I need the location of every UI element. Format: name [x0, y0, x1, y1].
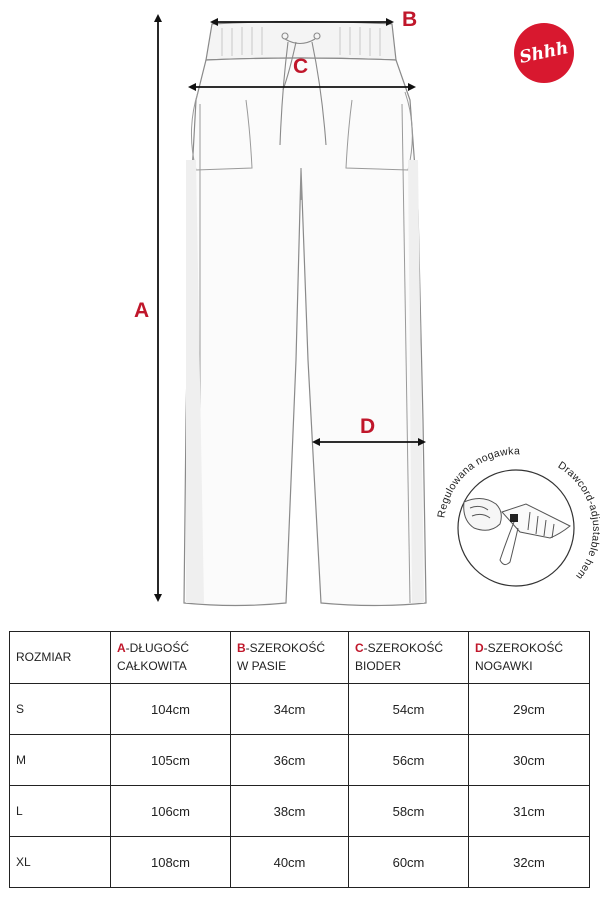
- waist-cell: 34cm: [231, 684, 349, 735]
- header-a: A-DŁUGOŚĆ CAŁKOWITA: [111, 632, 231, 684]
- dimension-label-b: B: [402, 8, 418, 31]
- size-table: [9, 631, 590, 888]
- hip-cell: 58cm: [349, 786, 469, 837]
- size-cell: XL: [10, 837, 111, 888]
- size-cell: M: [10, 735, 111, 786]
- inset-label-en: Drawcord-adjustable hem: [555, 459, 602, 582]
- size-cell: S: [10, 684, 111, 735]
- table-row: [10, 735, 590, 786]
- hip-cell: 60cm: [349, 837, 469, 888]
- hem-detail-illustration: [430, 442, 602, 614]
- size-cell: L: [10, 786, 111, 837]
- dimension-label-c: C: [293, 55, 309, 78]
- waist-cell: 36cm: [231, 735, 349, 786]
- hem-detail-inset: [430, 442, 602, 614]
- leg-width-cell: 30cm: [469, 735, 590, 786]
- header-size: ROZMIAR: [10, 632, 111, 684]
- header-d: D-SZEROKOŚĆ NOGAWKI: [469, 632, 590, 684]
- table-row: [10, 786, 590, 837]
- length-cell: 108cm: [111, 837, 231, 888]
- waist-cell: 38cm: [231, 786, 349, 837]
- table-row: [10, 684, 590, 735]
- length-cell: 105cm: [111, 735, 231, 786]
- leg-width-cell: 29cm: [469, 684, 590, 735]
- hip-cell: 54cm: [349, 684, 469, 735]
- table-header-row: [10, 632, 590, 684]
- table-row: [10, 837, 590, 888]
- brand-logo: [514, 23, 574, 83]
- dimension-label-d: D: [360, 415, 376, 438]
- inset-label-pl: Regulowana nogawka: [435, 445, 521, 519]
- header-b: B-SZEROKOŚĆ W PASIE: [231, 632, 349, 684]
- waist-cell: 40cm: [231, 837, 349, 888]
- hip-cell: 56cm: [349, 735, 469, 786]
- length-cell: 106cm: [111, 786, 231, 837]
- length-cell: 104cm: [111, 684, 231, 735]
- header-c: C-SZEROKOŚĆ BIODER: [349, 632, 469, 684]
- brand-logo-text: Shhh: [517, 38, 571, 68]
- dimension-label-a: A: [134, 299, 150, 322]
- pants-outline: [184, 22, 426, 606]
- leg-width-cell: 32cm: [469, 837, 590, 888]
- leg-width-cell: 31cm: [469, 786, 590, 837]
